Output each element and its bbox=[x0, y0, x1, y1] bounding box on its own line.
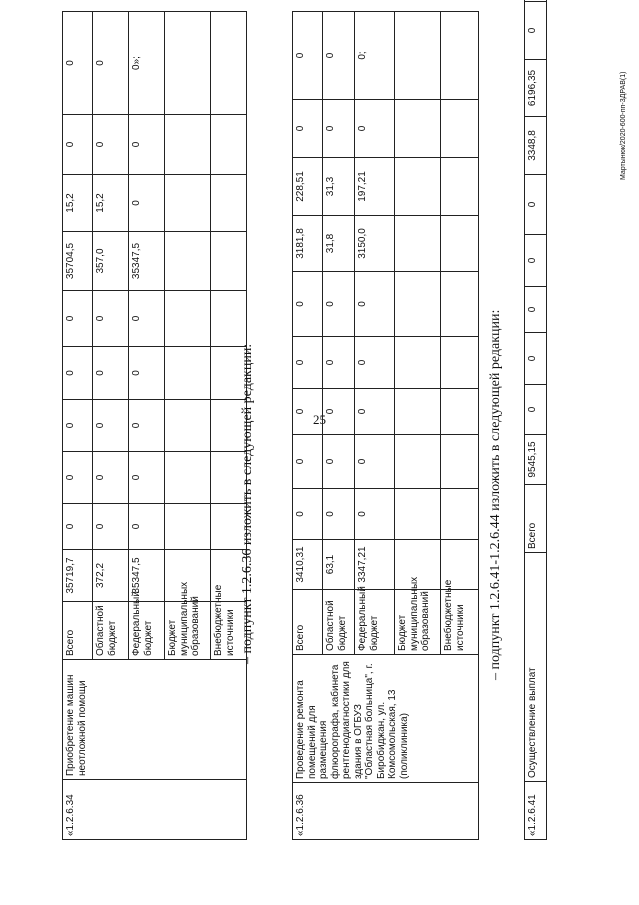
table-row bbox=[63, 12, 93, 840]
value-cell: 0 bbox=[93, 347, 129, 400]
value-cell bbox=[211, 115, 247, 175]
value-cell: 0 bbox=[93, 400, 129, 452]
table-1-2-6-36 bbox=[292, 11, 479, 840]
value-cell: 35704,5 bbox=[63, 232, 93, 291]
value-cell bbox=[165, 115, 211, 175]
value-cell bbox=[165, 504, 211, 550]
value-cell bbox=[395, 272, 441, 337]
caption-1-2-6-36: – подпункт 1.2.6.36 изложить в следующей редакции: bbox=[240, 343, 255, 664]
value-cell: 0 bbox=[129, 504, 165, 550]
value-cell: 0 bbox=[323, 489, 355, 540]
value-cell: 3150,0 bbox=[355, 216, 395, 272]
value-cell: 0 bbox=[525, 333, 547, 385]
value-cell: 0 bbox=[93, 115, 129, 175]
funding-source: Бюджет муниципальных образований bbox=[165, 602, 211, 660]
value-cell bbox=[165, 12, 211, 115]
value-cell bbox=[165, 175, 211, 232]
funding-source: Всего bbox=[293, 590, 323, 655]
table-row bbox=[525, 0, 547, 840]
item-code: «1.2.6.41 bbox=[525, 782, 547, 840]
value-cell bbox=[441, 389, 479, 435]
value-cell: 0 bbox=[63, 452, 93, 504]
value-cell bbox=[441, 435, 479, 489]
value-cell bbox=[395, 158, 441, 216]
value-cell: 197,21 bbox=[355, 158, 395, 216]
value-cell: 0 bbox=[93, 452, 129, 504]
value-cell bbox=[211, 12, 247, 115]
funding-source: Всего bbox=[63, 602, 93, 660]
value-cell: 3348,8 bbox=[525, 117, 547, 175]
value-cell: 0 bbox=[355, 272, 395, 337]
item-name: Осуществление выплат bbox=[525, 553, 547, 782]
value-cell: 0 bbox=[93, 291, 129, 347]
value-cell: 3347,21 bbox=[355, 540, 395, 590]
value-cell bbox=[211, 232, 247, 291]
table-1-2-6-41 bbox=[524, 0, 547, 840]
value-cell bbox=[395, 100, 441, 158]
value-cell: 0 bbox=[323, 435, 355, 489]
value-cell: 35719,7 bbox=[63, 550, 93, 602]
value-cell: 0 bbox=[63, 347, 93, 400]
value-cell bbox=[441, 337, 479, 389]
value-cell: 0 bbox=[293, 12, 323, 100]
funding-source: Областной бюджет bbox=[93, 602, 129, 660]
value-cell: 0 bbox=[355, 100, 395, 158]
value-cell: 3181,8 bbox=[293, 216, 323, 272]
value-cell: 0 bbox=[129, 291, 165, 347]
item-name: Приобретение машин неотложной помощи bbox=[63, 660, 247, 780]
value-cell bbox=[165, 347, 211, 400]
value-cell: 0 bbox=[63, 291, 93, 347]
value-cell: 0 bbox=[293, 337, 323, 389]
value-cell: 0 bbox=[129, 452, 165, 504]
value-cell bbox=[395, 216, 441, 272]
item-name: Проведение ремонта помещений для размещения флюорографа, кабинета рентгенодиагностики для здания в ОГБУЗ "Областная больница", г. Биробиджан, ул. Комсомольская, 13 (поликлиника) bbox=[293, 655, 479, 783]
funding-source: Внебюджетные источники bbox=[211, 602, 247, 660]
value-cell: 0 bbox=[63, 504, 93, 550]
value-cell: 6196,35 bbox=[525, 60, 547, 117]
value-cell: 0 bbox=[293, 435, 323, 489]
caption-1-2-6-41: – подпункт 1.2.6.41-1.2.6.44 изложить в следующей редакции: bbox=[488, 309, 503, 680]
value-cell bbox=[165, 291, 211, 347]
value-cell: 31,3 bbox=[323, 158, 355, 216]
value-cell: 0 bbox=[129, 115, 165, 175]
value-cell: 15,2 bbox=[93, 175, 129, 232]
table-1-2-6-34 bbox=[62, 11, 247, 840]
value-cell: 0 bbox=[293, 389, 323, 435]
value-cell bbox=[165, 452, 211, 504]
value-cell: 63,1 bbox=[323, 540, 355, 590]
value-cell: 0 bbox=[293, 489, 323, 540]
value-cell: 35347,5 bbox=[129, 550, 165, 602]
funding-source: Федеральный бюджет bbox=[355, 590, 395, 655]
value-cell bbox=[395, 489, 441, 540]
table-row bbox=[293, 12, 323, 840]
value-cell bbox=[395, 337, 441, 389]
value-cell: 31,8 bbox=[323, 216, 355, 272]
value-cell: 0 bbox=[293, 100, 323, 158]
value-cell bbox=[395, 435, 441, 489]
value-cell bbox=[441, 158, 479, 216]
section-rows bbox=[63, 12, 247, 840]
value-cell: 0 bbox=[355, 389, 395, 435]
value-cell: 228,51 bbox=[293, 158, 323, 216]
value-cell bbox=[441, 100, 479, 158]
value-cell bbox=[211, 175, 247, 232]
page-number: 25 bbox=[313, 412, 326, 427]
value-cell: 0 bbox=[323, 100, 355, 158]
value-cell: 0 bbox=[355, 489, 395, 540]
value-cell bbox=[441, 272, 479, 337]
value-cell bbox=[441, 489, 479, 540]
value-cell: 0 bbox=[323, 272, 355, 337]
funding-source: Областной бюджет bbox=[323, 590, 355, 655]
value-cell: 0 bbox=[93, 12, 129, 115]
value-cell: 0 bbox=[525, 385, 547, 435]
value-cell: 0 bbox=[323, 12, 355, 100]
section-rows bbox=[293, 12, 479, 840]
funding-source: Бюджет муниципальных образований bbox=[395, 590, 441, 655]
value-cell: 0 bbox=[525, 287, 547, 333]
funding-source: Федеральный бюджет bbox=[129, 602, 165, 660]
value-cell bbox=[211, 291, 247, 347]
value-cell bbox=[441, 216, 479, 272]
value-cell bbox=[441, 12, 479, 100]
value-cell: 357,0 bbox=[93, 232, 129, 291]
value-cell bbox=[525, 0, 547, 2]
value-cell: 0 bbox=[323, 337, 355, 389]
value-cell: 0 bbox=[355, 337, 395, 389]
section-rows bbox=[525, 0, 547, 840]
funding-source: Всего bbox=[525, 485, 547, 553]
value-cell: 9545,15 bbox=[525, 435, 547, 485]
item-code: «1.2.6.34 bbox=[63, 780, 247, 840]
value-cell bbox=[395, 12, 441, 100]
value-cell: 372,2 bbox=[93, 550, 129, 602]
value-cell: 0 bbox=[293, 272, 323, 337]
value-cell: 0 bbox=[525, 235, 547, 287]
funding-source: Внебюджетные источники bbox=[441, 590, 479, 655]
value-cell: 0 bbox=[129, 347, 165, 400]
closing-mark: 0; bbox=[355, 12, 395, 100]
value-cell: 0 bbox=[129, 400, 165, 452]
value-cell: 0 bbox=[63, 12, 93, 115]
value-cell: 15,2 bbox=[63, 175, 93, 232]
value-cell bbox=[165, 400, 211, 452]
value-cell: 35347,5 bbox=[129, 232, 165, 291]
document-id: Мартынюк/2020-600-пп-3ДРАВ(1) bbox=[620, 71, 627, 180]
value-cell: 3410,31 bbox=[293, 540, 323, 590]
value-cell: 0 bbox=[93, 504, 129, 550]
value-cell: 0 bbox=[525, 2, 547, 60]
closing-mark: 0»; bbox=[129, 12, 165, 115]
value-cell: 0 bbox=[355, 435, 395, 489]
item-code: «1.2.6.36 bbox=[293, 783, 479, 840]
value-cell bbox=[165, 232, 211, 291]
value-cell: 0 bbox=[323, 389, 355, 435]
value-cell: 0 bbox=[63, 400, 93, 452]
value-cell: 0 bbox=[525, 175, 547, 235]
value-cell bbox=[395, 389, 441, 435]
value-cell: 0 bbox=[129, 175, 165, 232]
value-cell: 0 bbox=[63, 115, 93, 175]
